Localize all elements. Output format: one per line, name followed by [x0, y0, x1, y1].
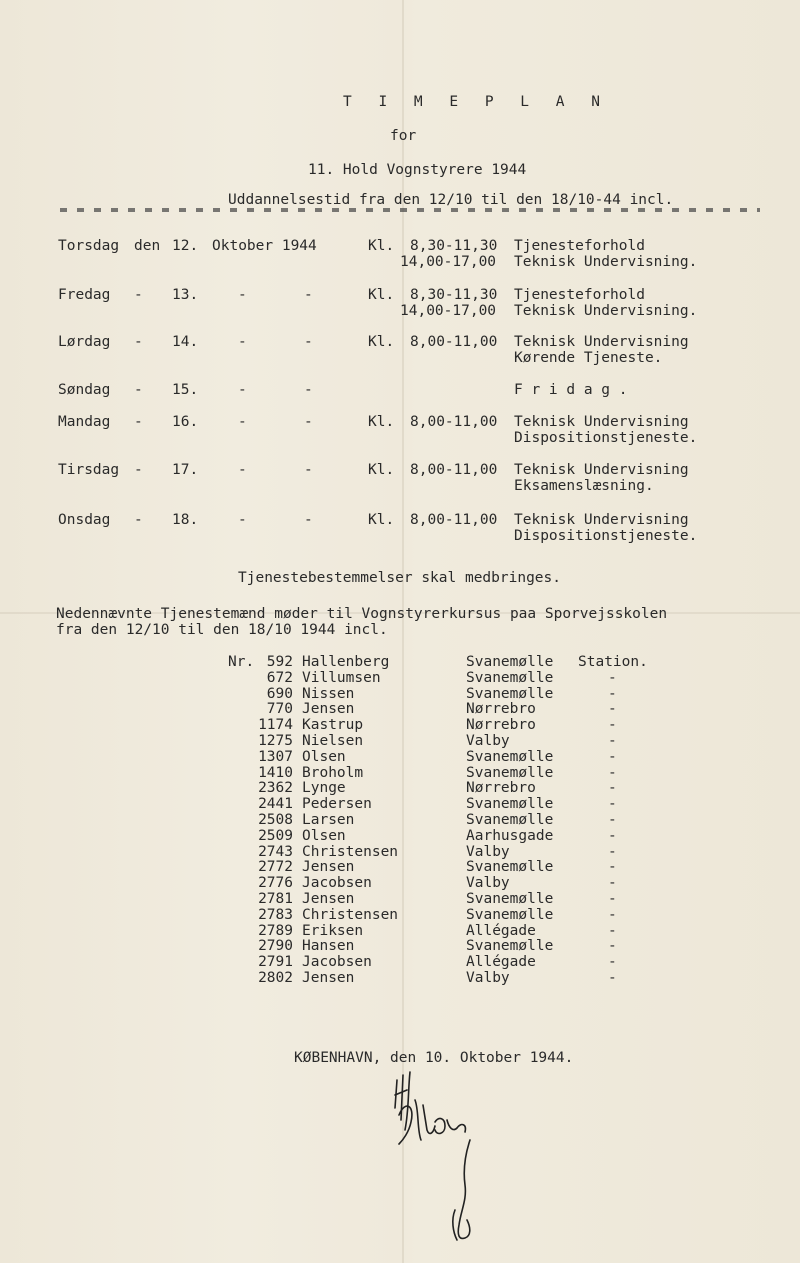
roster-ditto-mark: -	[608, 859, 617, 875]
roster-ditto-mark: -	[608, 796, 617, 812]
roster-station: Allégade	[466, 923, 536, 939]
schedule-den: -	[134, 462, 143, 478]
roster-name: Lynge	[302, 780, 346, 796]
schedule-subject: Dispositionstjeneste.	[514, 528, 698, 544]
roster-station: Svanemølle	[466, 654, 554, 670]
for-label: for	[390, 128, 417, 144]
schedule-day: Torsdag	[58, 238, 120, 254]
schedule-month-ditto: -	[238, 287, 247, 303]
schedule-day: Søndag	[58, 382, 111, 398]
schedule-date: 15.	[172, 382, 199, 398]
roster-ditto-mark: -	[608, 923, 617, 939]
roster-number: 2790	[258, 938, 293, 954]
schedule-time: 8,00-11,00	[410, 512, 498, 528]
schedule-time: 8,00-11,00	[410, 414, 498, 430]
schedule-kl: Kl.	[368, 287, 395, 303]
schedule-day: Onsdag	[58, 512, 111, 528]
roster-ditto-mark: -	[608, 875, 617, 891]
schedule-time: 8,00-11,00	[410, 462, 498, 478]
roster-station: Valby	[466, 970, 510, 986]
schedule-day: Lørdag	[58, 334, 111, 350]
schedule-subject: Tjenesteforhold	[514, 287, 645, 303]
roster-name: Olsen	[302, 828, 346, 844]
intro-line-2: fra den 12/10 til den 18/10 1944 incl.	[56, 622, 388, 638]
schedule-subject: Teknisk Undervisning	[514, 414, 689, 430]
roster-prefix: Nr.	[228, 654, 255, 670]
roster-station: Aarhusgade	[466, 828, 554, 844]
roster-ditto-mark: -	[608, 701, 617, 717]
schedule-date: 16.	[172, 414, 199, 430]
roster-number: 690	[266, 686, 293, 702]
schedule-year-ditto: -	[304, 382, 313, 398]
roster-station: Svanemølle	[466, 891, 554, 907]
roster-number: 672	[266, 670, 293, 686]
roster-number: 2781	[258, 891, 293, 907]
schedule-den: -	[134, 287, 143, 303]
schedule-time: 8,30-11,30	[410, 287, 498, 303]
roster-ditto-mark: -	[608, 938, 617, 954]
schedule-subject: Tjenesteforhold	[514, 238, 645, 254]
schedule-day: Tirsdag	[58, 462, 120, 478]
roster-ditto-mark: -	[608, 970, 617, 986]
roster-number: 2791	[258, 954, 293, 970]
schedule-den: -	[134, 334, 143, 350]
schedule-day: Fredag	[58, 287, 111, 303]
roster-number: 770	[266, 701, 293, 717]
roster-ditto-mark: -	[608, 717, 617, 733]
schedule-subject: Teknisk Undervisning	[514, 512, 689, 528]
roster-station: Svanemølle	[466, 686, 554, 702]
schedule-den: den	[134, 238, 161, 254]
document-subtitle: 11. Hold Vognstyrere 1944	[308, 162, 527, 178]
schedule-month-ditto: -	[238, 382, 247, 398]
schedule-date: 13.	[172, 287, 199, 303]
roster-ditto-mark: -	[608, 907, 617, 923]
intro-line-1: Nedennævnte Tjenestemænd møder til Vognstyrerkursus paa Sporvejsskolen	[56, 606, 668, 622]
roster-station: Svanemølle	[466, 796, 554, 812]
roster-name: Christensen	[302, 844, 399, 860]
roster-name: Jensen	[302, 970, 355, 986]
roster-station: Svanemølle	[466, 749, 554, 765]
roster-ditto-mark: -	[608, 670, 617, 686]
schedule-kl: Kl.	[368, 512, 395, 528]
roster-station-label: Station.	[578, 654, 648, 670]
roster-ditto-mark: -	[608, 749, 617, 765]
roster-number: 2789	[258, 923, 293, 939]
notice-text: Tjenestebestemmelser skal medbringes.	[238, 570, 562, 586]
roster-ditto-mark: -	[608, 954, 617, 970]
roster-ditto-mark: -	[608, 686, 617, 702]
roster-number: 1307	[258, 749, 293, 765]
roster-ditto-mark: -	[608, 844, 617, 860]
roster-station: Allégade	[466, 954, 536, 970]
roster-number: 2509	[258, 828, 293, 844]
roster-name: Nielsen	[302, 733, 364, 749]
schedule-month-ditto: -	[238, 462, 247, 478]
document-title: T I M E P L A N	[343, 94, 609, 110]
schedule-time: 14,00-17,00	[400, 254, 497, 270]
roster-ditto-mark: -	[608, 828, 617, 844]
roster-name: Nissen	[302, 686, 355, 702]
roster-name: Broholm	[302, 765, 364, 781]
schedule-time: 8,30-11,30	[410, 238, 498, 254]
schedule-subject: Dispositionstjeneste.	[514, 430, 698, 446]
schedule-kl: Kl.	[368, 238, 395, 254]
schedule-kl: Kl.	[368, 334, 395, 350]
roster-number: 2508	[258, 812, 293, 828]
roster-ditto-mark: -	[608, 891, 617, 907]
roster-number: 1275	[258, 733, 293, 749]
schedule-month-ditto: -	[238, 334, 247, 350]
roster-station: Valby	[466, 844, 510, 860]
roster-name: Pedersen	[302, 796, 372, 812]
schedule-subject: Kørende Tjeneste.	[514, 350, 663, 366]
roster-name: Jensen	[302, 859, 355, 875]
schedule-year-ditto: -	[304, 512, 313, 528]
schedule-subject: Teknisk Undervisning.	[514, 254, 698, 270]
schedule-month-ditto: -	[238, 512, 247, 528]
roster-ditto-mark: -	[608, 765, 617, 781]
schedule-kl: Kl.	[368, 414, 395, 430]
roster-number: 2441	[258, 796, 293, 812]
schedule-month: Oktober 1944	[212, 238, 317, 254]
schedule-kl: Kl.	[368, 462, 395, 478]
schedule-subject: F r i d a g .	[514, 382, 628, 398]
schedule-year-ditto: -	[304, 287, 313, 303]
roster-name: Olsen	[302, 749, 346, 765]
roster-number: 592	[266, 654, 293, 670]
roster-station: Svanemølle	[466, 907, 554, 923]
roster-name: Jensen	[302, 891, 355, 907]
roster-number: 1174	[258, 717, 293, 733]
schedule-subject: Teknisk Undervisning.	[514, 303, 698, 319]
schedule-den: -	[134, 382, 143, 398]
roster-number: 2802	[258, 970, 293, 986]
roster-number: 2783	[258, 907, 293, 923]
schedule-year-ditto: -	[304, 462, 313, 478]
place-date: KØBENHAVN, den 10. Oktober 1944.	[294, 1050, 574, 1066]
roster-station: Svanemølle	[466, 859, 554, 875]
roster-number: 2362	[258, 780, 293, 796]
schedule-den: -	[134, 414, 143, 430]
roster-number: 1410	[258, 765, 293, 781]
roster-station: Nørrebro	[466, 717, 536, 733]
schedule-time: 14,00-17,00	[400, 303, 497, 319]
roster-station: Valby	[466, 875, 510, 891]
schedule-date: 12.	[172, 238, 199, 254]
roster-station: Nørrebro	[466, 701, 536, 717]
roster-name: Villumsen	[302, 670, 381, 686]
roster-station: Nørrebro	[466, 780, 536, 796]
schedule-subject: Eksamenslæsning.	[514, 478, 654, 494]
schedule-date: 17.	[172, 462, 199, 478]
roster-station: Valby	[466, 733, 510, 749]
roster-name: Jensen	[302, 701, 355, 717]
schedule-month-ditto: -	[238, 414, 247, 430]
roster-station: Svanemølle	[466, 812, 554, 828]
roster-name: Eriksen	[302, 923, 364, 939]
roster-name: Jacobsen	[302, 954, 372, 970]
roster-ditto-mark: -	[608, 733, 617, 749]
roster-number: 2776	[258, 875, 293, 891]
schedule-day: Mandag	[58, 414, 111, 430]
handwritten-signature	[375, 1060, 495, 1250]
roster-station: Svanemølle	[466, 938, 554, 954]
roster-number: 2743	[258, 844, 293, 860]
roster-name: Jacobsen	[302, 875, 372, 891]
schedule-year-ditto: -	[304, 334, 313, 350]
roster-name: Larsen	[302, 812, 355, 828]
roster-name: Christensen	[302, 907, 399, 923]
roster-station: Svanemølle	[466, 670, 554, 686]
schedule-year-ditto: -	[304, 414, 313, 430]
schedule-time: 8,00-11,00	[410, 334, 498, 350]
roster-name: Hallenberg	[302, 654, 390, 670]
roster-ditto-mark: -	[608, 780, 617, 796]
roster-ditto-mark: -	[608, 812, 617, 828]
roster-name: Kastrup	[302, 717, 364, 733]
training-period: Uddannelsestid fra den 12/10 til den 18/10-44 incl.	[228, 192, 674, 208]
separator-dashes	[60, 208, 760, 212]
schedule-subject: Teknisk Undervisning	[514, 334, 689, 350]
schedule-den: -	[134, 512, 143, 528]
schedule-subject: Teknisk Undervisning	[514, 462, 689, 478]
roster-name: Hansen	[302, 938, 355, 954]
schedule-date: 18.	[172, 512, 199, 528]
roster-number: 2772	[258, 859, 293, 875]
schedule-date: 14.	[172, 334, 199, 350]
roster-station: Svanemølle	[466, 765, 554, 781]
